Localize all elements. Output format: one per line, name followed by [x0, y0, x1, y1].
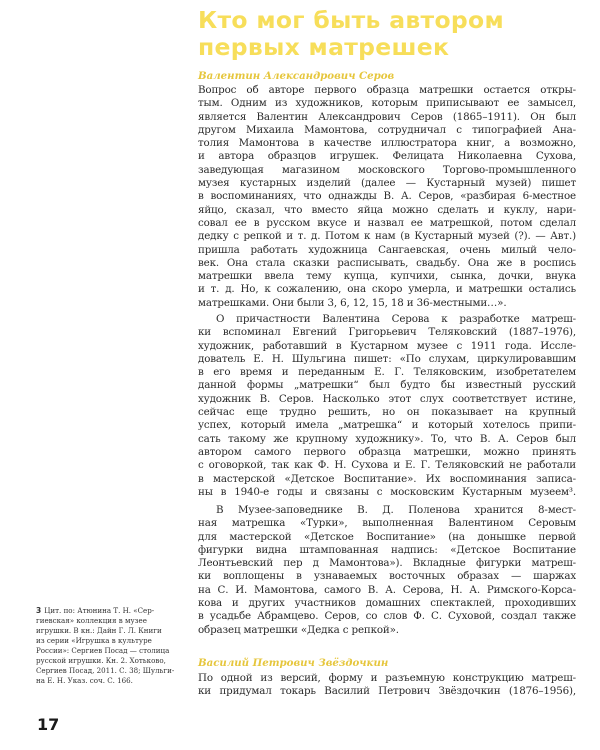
text-line: О причастности Валентина Серова к разработке матреш- — [216, 313, 576, 325]
text-line: сейчас еще трудно решить, но он показывает на крупный — [198, 406, 576, 419]
text-line: По одной из версий, форму и разъемную конструкцию матреш- — [198, 672, 576, 684]
text-line: автором самого первого образца матрешки, можно принять — [198, 445, 576, 458]
text-line: заведующая магазином московского Торгово-промышленного — [198, 163, 576, 176]
paragraph-serov-1 — [198, 84, 576, 310]
text-line: век. Она стала сказки расписывать, свадьбу. Она же в роспись — [198, 256, 576, 269]
text-line: художник, работавший в Кустарном музее с 1911 года. Иссле- — [198, 339, 576, 352]
text-line: успех, который имела „матрешка“ и который хотелось припи- — [198, 419, 576, 432]
footnote-line: на Е. Н. Указ. соч. С. 166. — [36, 676, 133, 685]
footnote-line: игрушки. В кн.: Дайн Г. Л. Книги — [36, 626, 162, 635]
text-line: матрешками. Они были 3, 6, 12, 15, 18 и 36-местными…». — [198, 296, 507, 309]
text-line: толия Мамонтова в качестве иллюстратора книг, а возможно, — [198, 137, 576, 150]
text-line: Вопрос об авторе первого образца матрешки остается откры- — [198, 84, 576, 96]
text-line: кова и других участников домашних спектаклей, проходивших — [198, 597, 576, 610]
page-title-line: Кто мог быть автором — [198, 6, 504, 34]
text-line: является Валентин Александрович Серов (1865–1911). Он был — [198, 110, 576, 123]
text-line: Леонтьевский пер д Мамонтова»). Вкладные фигурки матреш- — [198, 557, 576, 570]
text-line: данной формы „матрешки“ был будто бы известный русский — [198, 379, 576, 392]
text-line: на С. И. Мамонтова, самого В. А. Серова, Н. А. Римского-Корса- — [198, 583, 576, 596]
paragraph-zvezdochkin-1 — [198, 672, 576, 699]
text-line: ки воплощены в узнаваемых восточных образах — шаржах — [198, 570, 576, 583]
footnote — [36, 606, 188, 686]
footnote-number: 3 — [36, 606, 42, 615]
text-line: пришла работать художница Сангаевская, очень милый чело- — [198, 243, 576, 256]
page-title-line: первых матрешек — [198, 33, 450, 61]
page-title — [198, 7, 578, 61]
text-line: фигурки видна штампованная надпись: «Детское Воспитание — [198, 543, 576, 556]
text-line: другом Михаила Мамонтова, сотрудничал с типографией Ана- — [198, 123, 576, 136]
text-line: в усадьбе Абрамцево. Серов, со слов Ф. С. Суховой, создал также — [198, 610, 576, 623]
text-line: сать такому же крупному художнику». То, что В. А. Серов был — [198, 432, 576, 445]
text-line: ны в 1940-е годы и связаны с московским Кустарным музеем³. — [198, 485, 576, 498]
footnote-line: Цит. по: Атюнина Т. Н. «Сер- — [44, 606, 155, 615]
footnote-line: Сергиев Посад, 2011. С. 38; Шульги- — [36, 666, 175, 675]
page-number: 17 — [37, 715, 60, 734]
paragraph-serov-2 — [198, 313, 576, 499]
text-line: с оговоркой, так как Ф. Н. Сухова и Е. Г. Теляковский не работали — [198, 459, 576, 472]
text-line: совал ее в русском вкусе и назвал ее матрешкой, потом сделал — [198, 216, 576, 229]
footnote-line: России»: Сергиев Посад — столица — [36, 646, 170, 655]
paragraph-serov-3 — [198, 504, 576, 637]
text-line: тым. Одним из художников, которым приписывают ее замысел, — [198, 97, 576, 110]
text-line: музея кустарных изделий (далее — Кустарный музей) пишет — [198, 177, 576, 190]
section-heading-serov: Валентин Александрович Серов — [198, 70, 395, 82]
text-line: ки придумал токарь Василий Петрович Звёздочкин (1876–1956), — [198, 685, 576, 698]
text-line: в воспоминаниях, что однажды В. А. Серов, «разбирая 6-местное — [198, 190, 576, 203]
text-line: художник В. Серов. Насколько этот слух соответствует истине, — [198, 392, 576, 405]
text-line: дедку с репкой и т. д. Потом к нам (в Кустарный музей (?). — Авт.) — [198, 230, 576, 243]
text-line: матрешки ввела тему купца, купчихи, сынка, дочки, внука — [198, 270, 576, 283]
footnote-line: гиевская» коллекция в музее — [36, 616, 147, 625]
text-line: и автора образцов игрушек. Фелицата Николаевна Сухова, — [198, 150, 576, 163]
text-line: ная матрешка «Турки», выполненная Валентином Серовым — [198, 517, 576, 530]
text-line: в его время и переданным Е. Г. Теляковским, изобретателем — [198, 366, 576, 379]
text-line: образец матрешки «Дедка с репкой». — [198, 623, 399, 636]
text-line: в мастерской «Детское Воспитание». Их воспоминания записа- — [198, 472, 576, 485]
footnote-line: русской игрушки. Кн. 2. Хотьково, — [36, 656, 166, 665]
text-line: дователь Е. Н. Шульгина пишет: «По слухам, циркулировавшим — [198, 352, 576, 365]
text-line: ки вспоминал Евгений Григорьевич Теляковский (1887–1976), — [198, 326, 576, 339]
text-line: и т. д. Но, к сожалению, она скоро умерла, и матрешки остались — [198, 283, 576, 296]
section-heading-zvezdochkin: Василий Петрович Звёздочкин — [198, 657, 389, 669]
footnote-line: из серии «Игрушка в культуре — [36, 636, 152, 645]
text-line: В Музее-заповеднике В. Д. Поленова хранится 8-мест- — [216, 504, 576, 516]
text-line: для мастерской «Детское Воспитание» (на донышке первой — [198, 530, 576, 543]
text-line: яйцо, сказал, что вместо яйца можно сделать и куклу, нари- — [198, 203, 576, 216]
